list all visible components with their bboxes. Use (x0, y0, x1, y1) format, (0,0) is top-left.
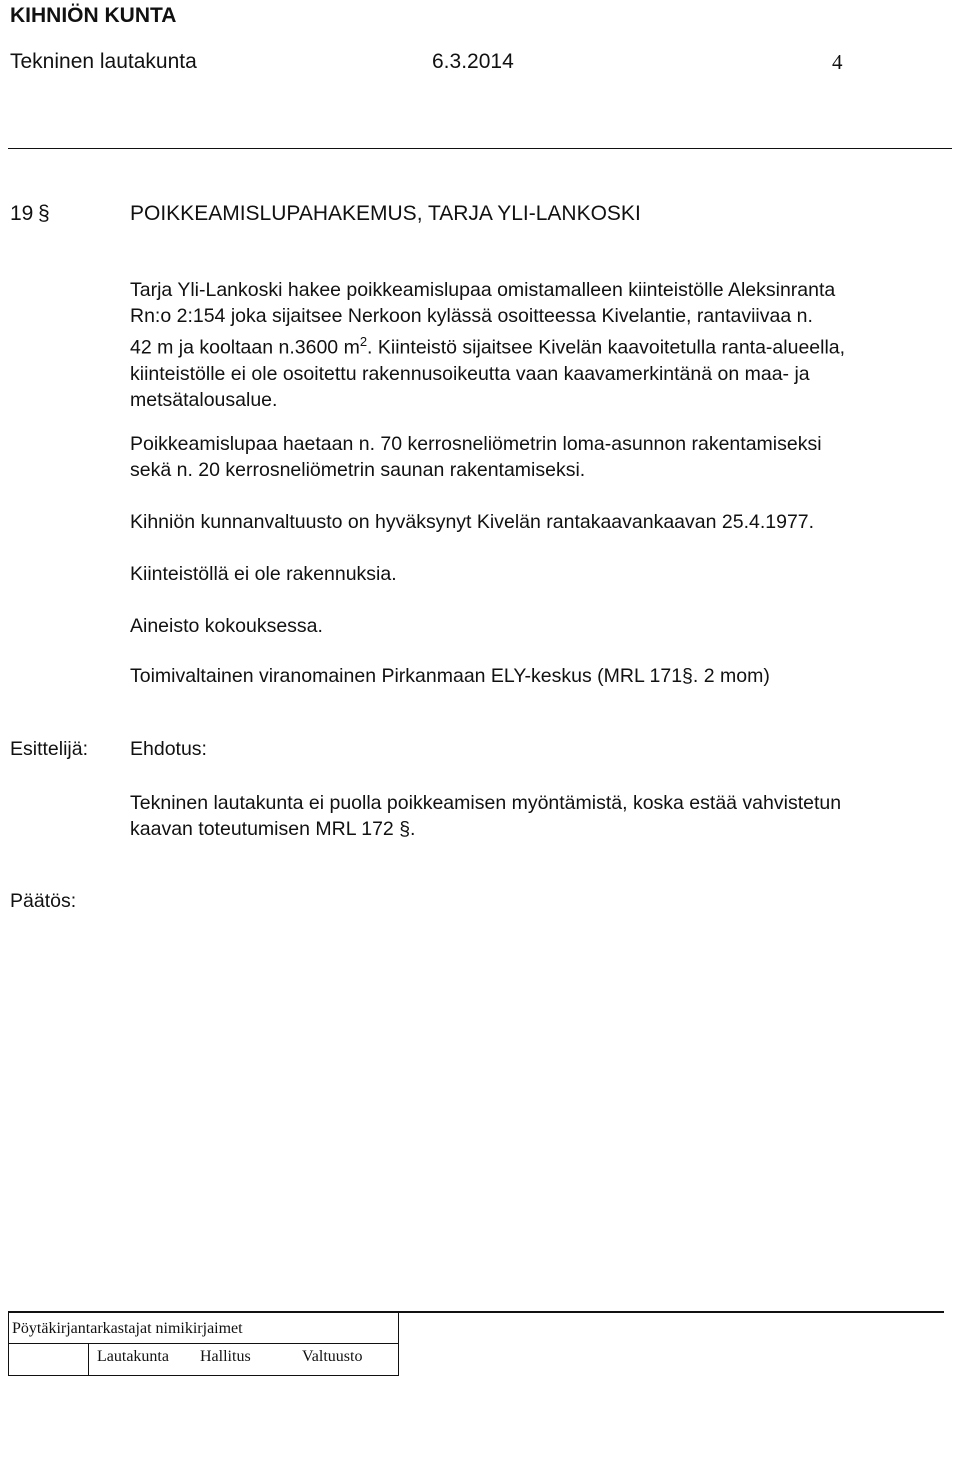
paragraph-line (130, 329, 960, 361)
presenter-label: Esittelijä: (10, 738, 89, 760)
footer-label-rule (8, 1343, 398, 1344)
paragraph-line: Tarja Yli-Lankoski hakee poikkeamislupaa omistamalleen kiinteistölle Aleksinranta (130, 279, 836, 301)
paragraph-approval (130, 509, 960, 535)
paragraph-line: Tekninen lautakunta ei puolla poikkeamisen myöntämistä, koska estää vahvistetun (130, 792, 842, 814)
footer-col-lautakunta: Lautakunta (97, 1348, 169, 1365)
proposal-text (130, 790, 960, 842)
authority-text-end: . 2 mom) (692, 665, 770, 687)
committee-name: Tekninen lautakunta (10, 50, 197, 73)
paragraph-line: Aineisto kokouksessa. (130, 615, 323, 637)
area-text-continued: . Kiinteistö sijaitsee Kivelän kaavoitetulla ranta-alueella, (367, 336, 846, 359)
paragraph-authority (130, 663, 960, 689)
signatures-label: Pöytäkirjantarkastajat nimikirjaimet (12, 1320, 243, 1337)
paragraph-material (130, 613, 960, 639)
footer-left-border (8, 1313, 9, 1375)
proposal-text-end: . (410, 818, 416, 840)
paragraph-line: Rn:o 2:154 joka sijaitsee Nerkoon kylässä osoitteessa Kivelantie, rantaviivaa n. (130, 305, 813, 327)
paragraph-line: Poikkeamislupaa haetaan n. 70 kerrosneliömetrin loma-asunnon rakentamiseksi (130, 433, 822, 455)
authority-text: Toimivaltainen viranomainen Pirkanmaan ELY-keskus (MRL 171 (130, 665, 683, 687)
paragraph-line: Kiinteistöllä ei ole rakennuksia. (130, 563, 397, 585)
proposal-label: Ehdotus: (130, 738, 207, 760)
paragraph-line (130, 663, 960, 689)
section-symbol: § (38, 202, 50, 225)
paragraph-line (130, 816, 960, 842)
footer-col-valtuusto: Valtuusto (302, 1348, 363, 1365)
footer-cell-divider (88, 1343, 89, 1375)
footer-top-rule (8, 1311, 944, 1313)
paragraph-line: kiinteistölle ei ole osoitettu rakennusoikeutta vaan kaavamerkintänä on maa- ja (130, 362, 810, 385)
paragraph-line: Kihniön kunnanvaltuusto on hyväksynyt Kivelän rantakaavankaavan 25.4.1977. (130, 511, 815, 533)
proposal-text-part: kaavan toteutumisen MRL 172 (130, 818, 400, 840)
header-divider (8, 148, 952, 149)
page-number: 4 (832, 50, 843, 74)
paragraph-request (130, 431, 960, 483)
meeting-date: 6.3.2014 (432, 50, 514, 73)
paragraph-line: sekä n. 20 kerrosneliömetrin saunan rakentamiseksi. (130, 459, 586, 481)
paragraph-line: metsätalousalue. (130, 388, 278, 411)
footer-col-hallitus: Hallitus (200, 1348, 251, 1365)
paragraph-buildings (130, 561, 960, 587)
section-symbol-inline: § (682, 665, 693, 687)
paragraph-application (130, 277, 960, 413)
area-superscript: 2 (359, 334, 368, 349)
footer-right-border (398, 1313, 399, 1375)
footer-bottom-rule (8, 1375, 399, 1376)
section-title: POIKKEAMISLUPAHAKEMUS, TARJA YLI-LANKOSKI (130, 202, 641, 225)
decision-label: Päätös: (10, 890, 77, 912)
organization-name: KIHNIÖN KUNTA (10, 4, 177, 27)
section-symbol-inline: § (399, 818, 411, 840)
section-number: 19 (10, 202, 34, 225)
area-text: 42 m ja kooltaan n.3600 m (130, 336, 360, 359)
